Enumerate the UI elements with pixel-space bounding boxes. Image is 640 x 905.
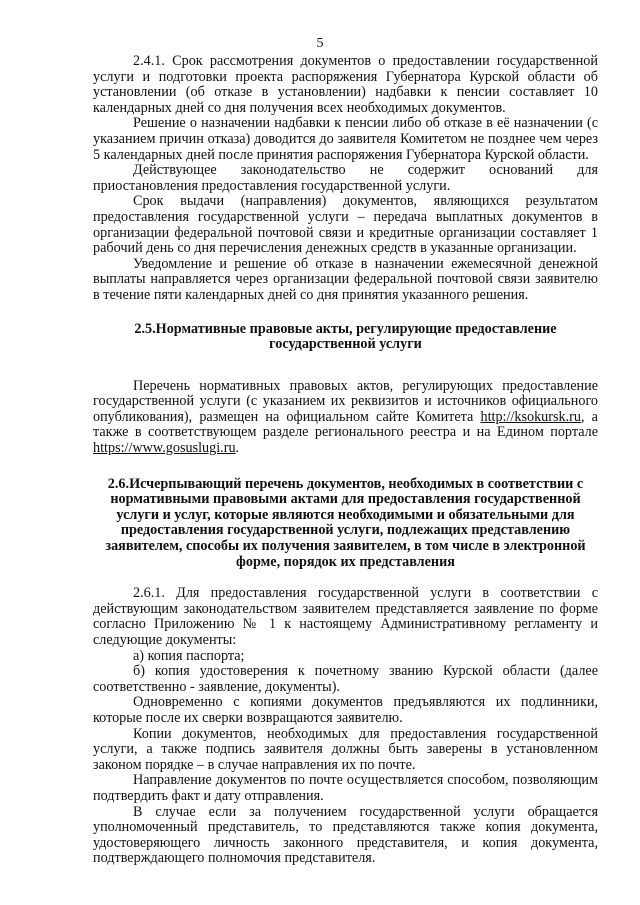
- paragraph-2-6-1: 2.6.1. Для предоставления государственной услуги в соответствии с действующим законодательством заявителем представляется заявление по форме согласно Приложению № 1 к настоящему Административному регламенту и следующие документы:: [93, 585, 598, 648]
- paragraph-representative: В случае если за получением государственной услуги обращается уполномоченный представитель, то представляются также копия документа, удостоверяющего личность законного представителя, и копия документа, подтверждающего полномочия представителя.: [93, 803, 598, 867]
- section-2-6-heading: 2.6.Исчерпывающий перечень документов, необходимых в соответствии с нормативными правовыми актами для предоставления государственной услуги и услуг, которые являются необходимыми и обязательными для предоставления государственной услуги, подлежащих представлению заявителем, способы их получения заявителем, в том числе в электронной форме, порядок их представления: [105, 475, 586, 570]
- page-body: [93, 54, 598, 867]
- paragraph-refusal-notice: Уведомление и решение об отказе в назначении ежемесячной денежной выплаты направляется через организации федеральной почтовой связи заявителю в течение пяти календарных дней со дня принятия указанного решения.: [93, 255, 598, 303]
- list-item-passport: а) копия паспорта;: [133, 647, 245, 664]
- legal-acts-text-middle: , а также в соответствующем разделе регионального реестра и на Едином портале: [93, 408, 598, 441]
- ksokursk-link[interactable]: http://ksokursk.ru: [480, 408, 581, 425]
- paragraph-no-suspension: Действующее законодательство не содержит оснований для приостановления предоставления государственной услуги.: [93, 162, 598, 194]
- paragraph-mail-sending: Направление документов по почте осуществляется способом, позволяющим подтвердить факт и дату отправления.: [93, 772, 598, 804]
- section-2-5-heading: 2.5.Нормативные правовые акты, регулирующие предоставление государственной услуги: [134, 320, 557, 353]
- legal-acts-text: Перечень нормативных правовых актов, регулирующих предоставление государственной услуги (с указанием их реквизитов и источников официального опубликования), размещен на официальном сайте Комитета: [93, 377, 598, 425]
- paragraph-copies-certified: Копии документов, необходимых для предоставления государственной услуги, а также подпись заявителя должны быть заверены в установленном законом порядке – в случае направления их по почте.: [93, 725, 598, 773]
- paragraph-legal-acts: [93, 379, 598, 457]
- paragraph-issue-term: Срок выдачи (направления) документов, являющихся результатом предоставления государственной услуги – передача выплатных документов в организации федеральной почтовой связи и кредитные организации составляет 1 рабочий день со дня перечисления денежных средств в указанные организации.: [93, 193, 598, 257]
- gosuslugi-link[interactable]: https://www.gosuslugi.ru: [93, 440, 236, 457]
- list-item-certificate: б) копия удостоверения к почетному званию Курской области (далее соответственно - заявление, документы).: [93, 663, 598, 695]
- paragraph-decision-notice: Решение о назначении надбавки к пенсии либо об отказе в её назначении (с указанием причин отказа) доводится до заявителя Комитетом не позднее чем через 5 календарных дней после принятия распоряжения Губернатора Курской области.: [93, 115, 598, 163]
- paragraph-originals: Одновременно с копиями документов предъявляются их подлинники, которые после их сверки возвращаются заявителю.: [93, 694, 598, 726]
- paragraph-2-4-1: 2.4.1. Срок рассмотрения документов о предоставлении государственной услуги и подготовки проекта распоряжения Губернатора Курской области об установлении (об отказе в установлении) надбавки к пенсии составляет 10 календарных дней со дня получения всех необходимых документов.: [93, 53, 598, 116]
- page-number: 5: [316, 36, 324, 51]
- legal-acts-text-end: .: [235, 440, 240, 457]
